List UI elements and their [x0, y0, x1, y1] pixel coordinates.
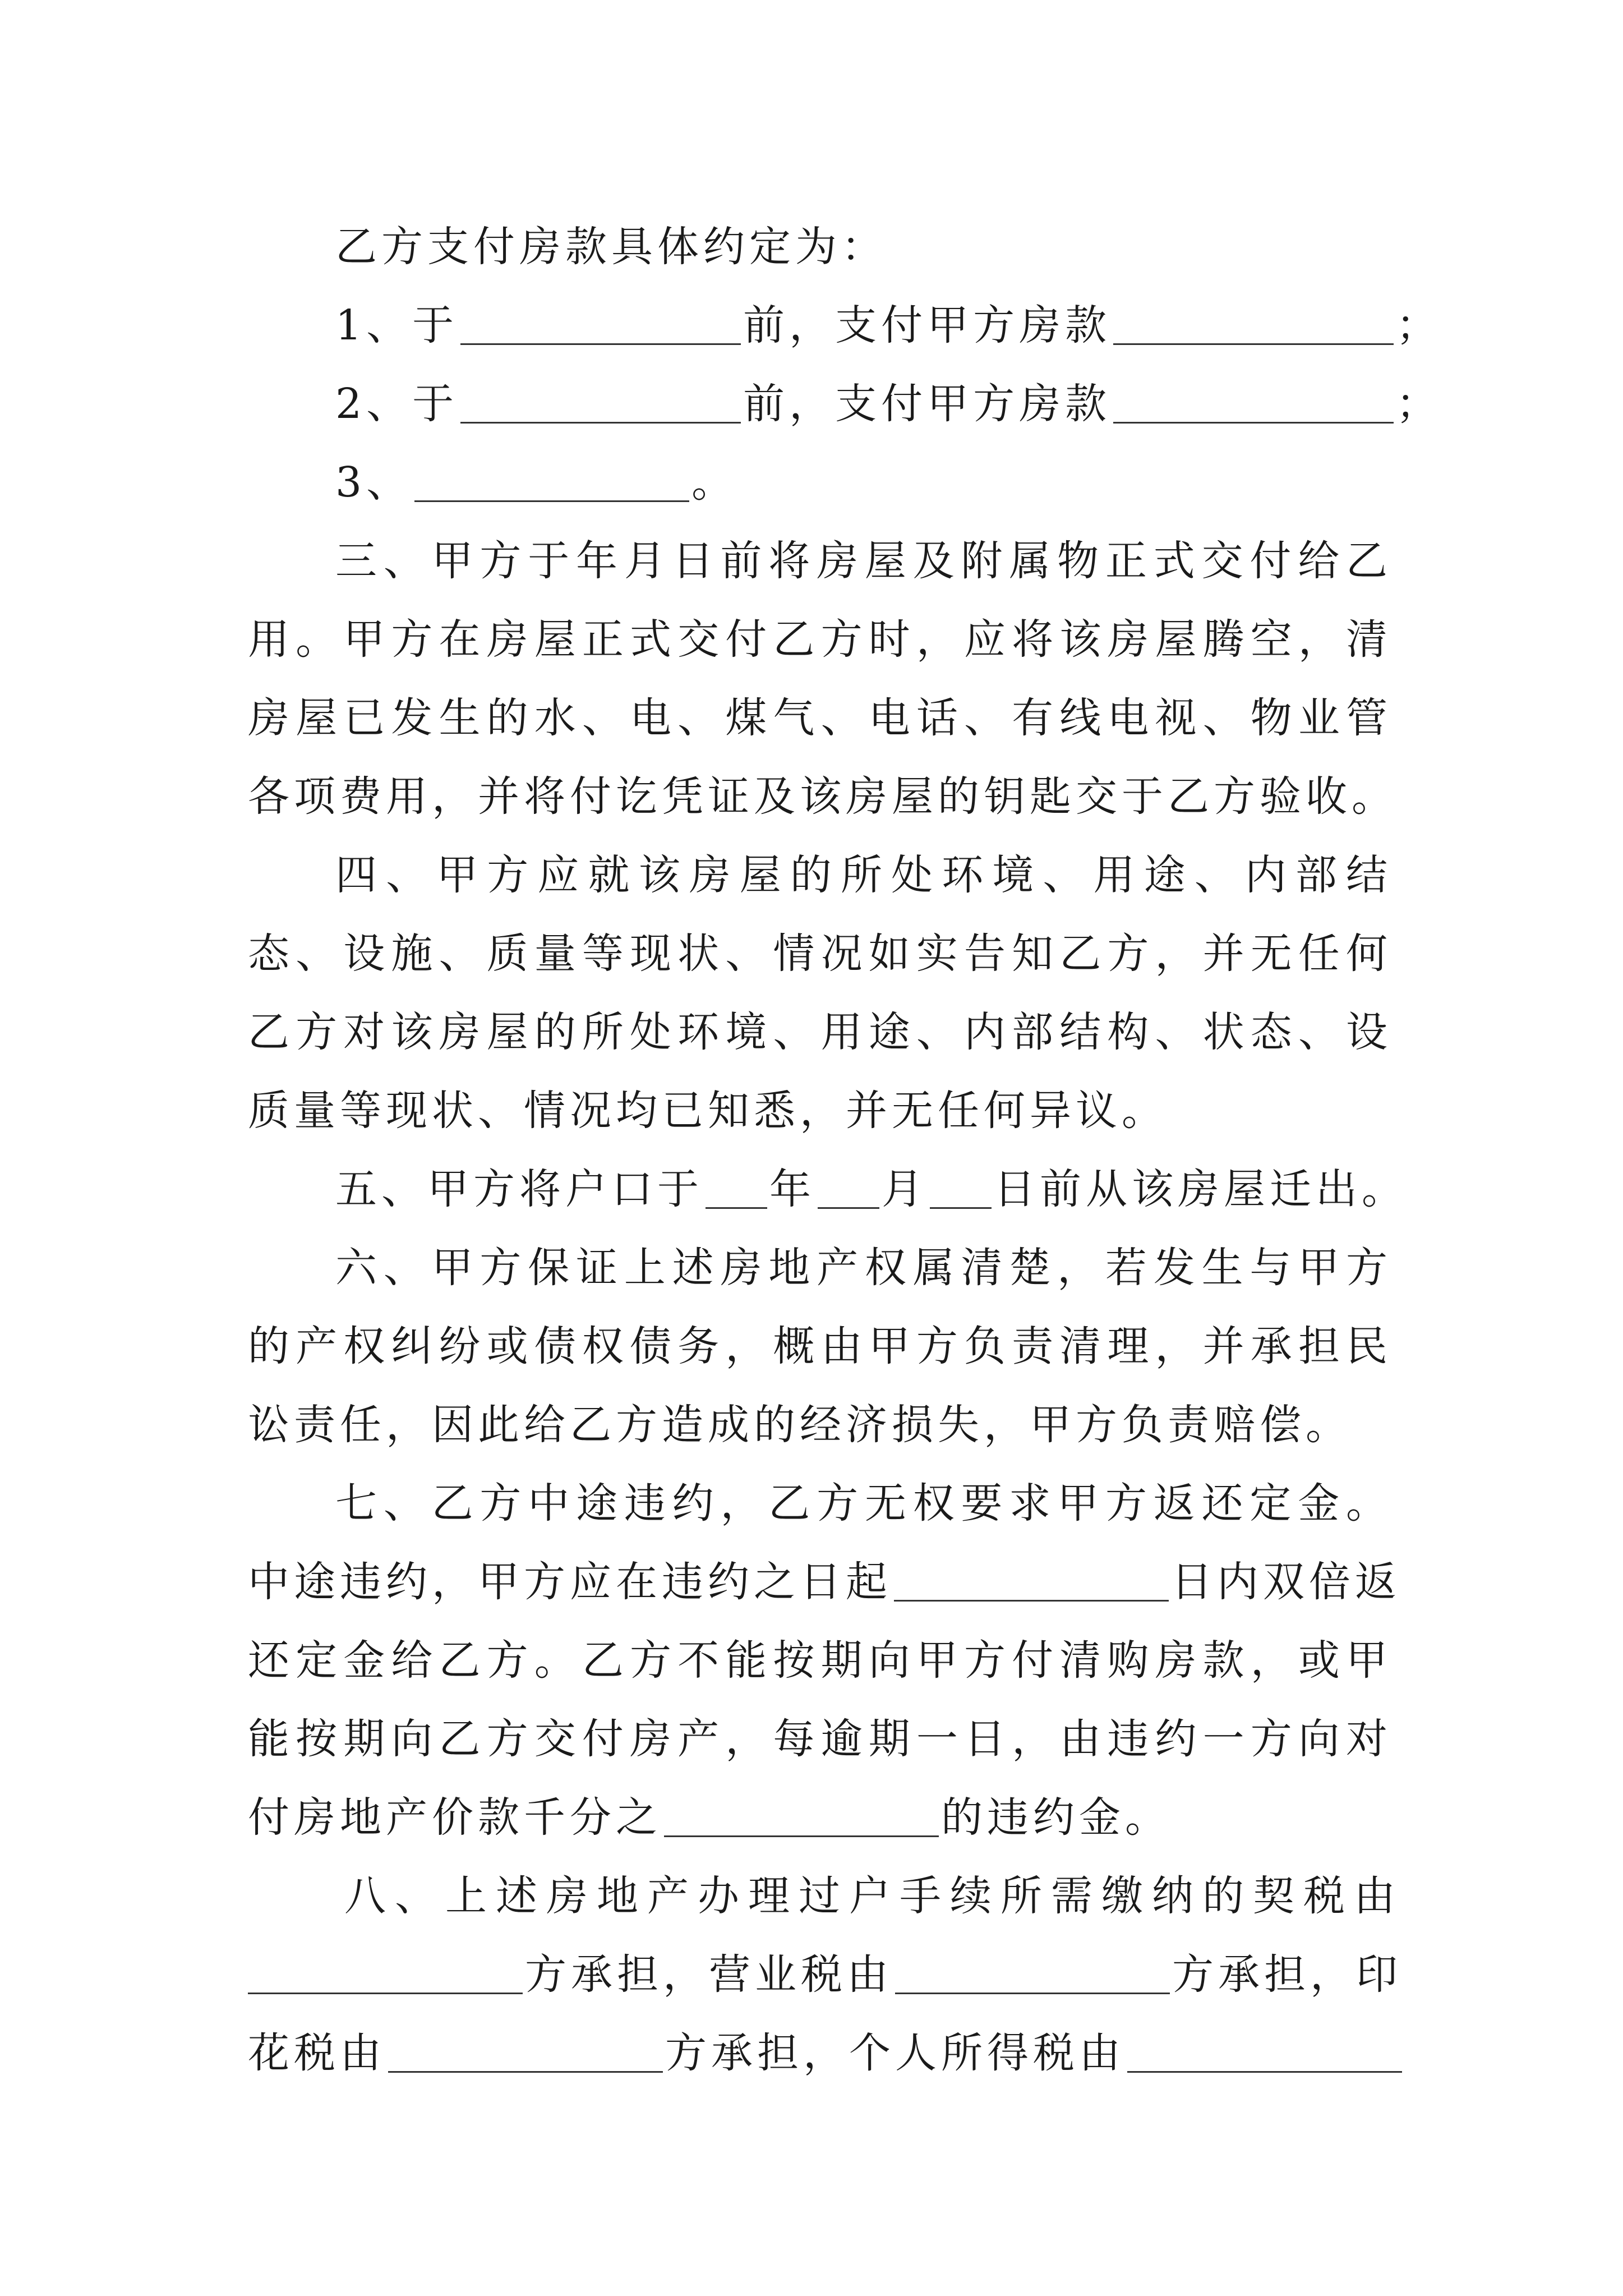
stamp-tax-party-blank	[388, 2030, 663, 2073]
line-text: 各项费用，并将付讫凭证及该房屋的钥匙交于乙方验收。	[248, 772, 1398, 821]
text-line	[248, 679, 1392, 757]
line-text: 。	[691, 458, 738, 507]
line-text: 前，支付甲方房款	[743, 301, 1112, 349]
line-text: 月	[882, 1165, 928, 1213]
text-line	[248, 1464, 1392, 1543]
household-registration-line	[248, 1150, 1408, 1228]
text-line	[248, 1228, 1392, 1307]
line-text: 的违约金。	[941, 1793, 1171, 1842]
line-text: 房屋已发生的水、电、煤气、电话、有线电视、物业管	[248, 694, 1392, 742]
line-text: 能按期向乙方交付房产，每逾期一日，由违约一方向对	[248, 1715, 1392, 1763]
line-text: 1、于	[335, 301, 459, 349]
contract-body	[248, 208, 1442, 2092]
payment-term-1	[248, 286, 1442, 365]
amount-blank	[1113, 380, 1394, 424]
default-days-line	[248, 1543, 1401, 1621]
line-text: 六、甲方保证上述房地产权属清楚，若发生与甲方	[335, 1244, 1392, 1292]
date-blank	[460, 302, 741, 345]
line-text: 方承担，营业税由	[525, 1950, 893, 1999]
line-text: 八、上述房地产办理过户手续所需缴纳的契税由	[344, 1872, 1404, 1920]
text-line	[248, 522, 1392, 600]
text-line	[248, 208, 1392, 286]
line-text: 七、乙方中途违约，乙方无权要求甲方返还定金。	[335, 1479, 1392, 1527]
text-line	[248, 993, 1392, 1071]
month-blank	[818, 1166, 879, 1209]
line-text: 中途违约，甲方应在违约之日起	[248, 1558, 892, 1606]
line-text: 讼责任，因此给乙方造成的经济损失，甲方负责赔偿。	[248, 1401, 1352, 1449]
line-text: 还定金给乙方。乙方不能按期向甲方付清购房款，或甲	[248, 1636, 1392, 1685]
term-blank	[414, 459, 689, 502]
text-line	[248, 1700, 1392, 1778]
permille-blank	[664, 1794, 939, 1837]
text-line	[248, 600, 1392, 679]
line-text: 五、甲方将户口于	[335, 1165, 703, 1213]
text-line	[248, 1857, 1404, 1935]
line-text: 3、	[335, 458, 413, 507]
line-text: 日内双倍返	[1171, 1558, 1401, 1606]
line-text: 乙方对该房屋的所处环境、用途、内部结构、状态、设	[248, 1008, 1392, 1056]
line-text: 用。甲方在房屋正式交付乙方时，应将该房屋腾空，清	[248, 615, 1392, 664]
line-text: 乙方支付房款具体约定为：	[335, 223, 887, 271]
payment-term-2	[248, 365, 1442, 443]
penalty-rate-line	[248, 1778, 1392, 1857]
income-tax-party-blank	[1127, 2030, 1402, 2073]
line-text: 花税由	[248, 2029, 386, 2077]
text-line	[248, 1307, 1392, 1386]
line-text: 方承担，印	[1172, 1950, 1402, 1999]
line-text: 四、甲方应就该房屋的所处环境、用途、内部结	[335, 851, 1392, 899]
text-line	[248, 836, 1392, 914]
line-text: 付房地产价款千分之	[248, 1793, 662, 1842]
text-line	[248, 1071, 1392, 1150]
line-text: 态、设施、质量等现状、情况如实告知乙方，并无任何	[248, 930, 1392, 978]
line-text: 日前从该房屋迁出。	[994, 1165, 1408, 1213]
amount-blank	[1113, 302, 1394, 345]
text-line	[248, 914, 1392, 993]
payment-term-3	[248, 443, 1392, 522]
text-line	[248, 757, 1398, 836]
line-text: ；	[1396, 380, 1442, 428]
line-text: 2、于	[335, 380, 459, 428]
days-blank	[894, 1558, 1169, 1602]
line-text: 前，支付甲方房款	[743, 380, 1112, 428]
date-blank	[460, 380, 741, 424]
text-line	[248, 1386, 1392, 1464]
line-text: 的产权纠纷或债权债务，概由甲方负责清理，并承担民	[248, 1322, 1392, 1370]
deed-tax-party-blank	[248, 1951, 523, 1994]
tax-party-line	[248, 2014, 1392, 2092]
year-blank	[706, 1166, 767, 1209]
day-blank	[930, 1166, 992, 1209]
tax-party-line	[248, 1935, 1402, 2014]
business-tax-party-blank	[895, 1951, 1170, 1994]
line-text: ；	[1396, 301, 1442, 349]
text-line	[248, 1621, 1392, 1700]
line-text: 质量等现状、情况均已知悉，并无任何异议。	[248, 1087, 1168, 1135]
line-text: 方承担，个人所得税由	[665, 2029, 1125, 2077]
line-text: 三、甲方于年月日前将房屋及附属物正式交付给乙	[335, 537, 1392, 585]
line-text: 年	[769, 1165, 815, 1213]
